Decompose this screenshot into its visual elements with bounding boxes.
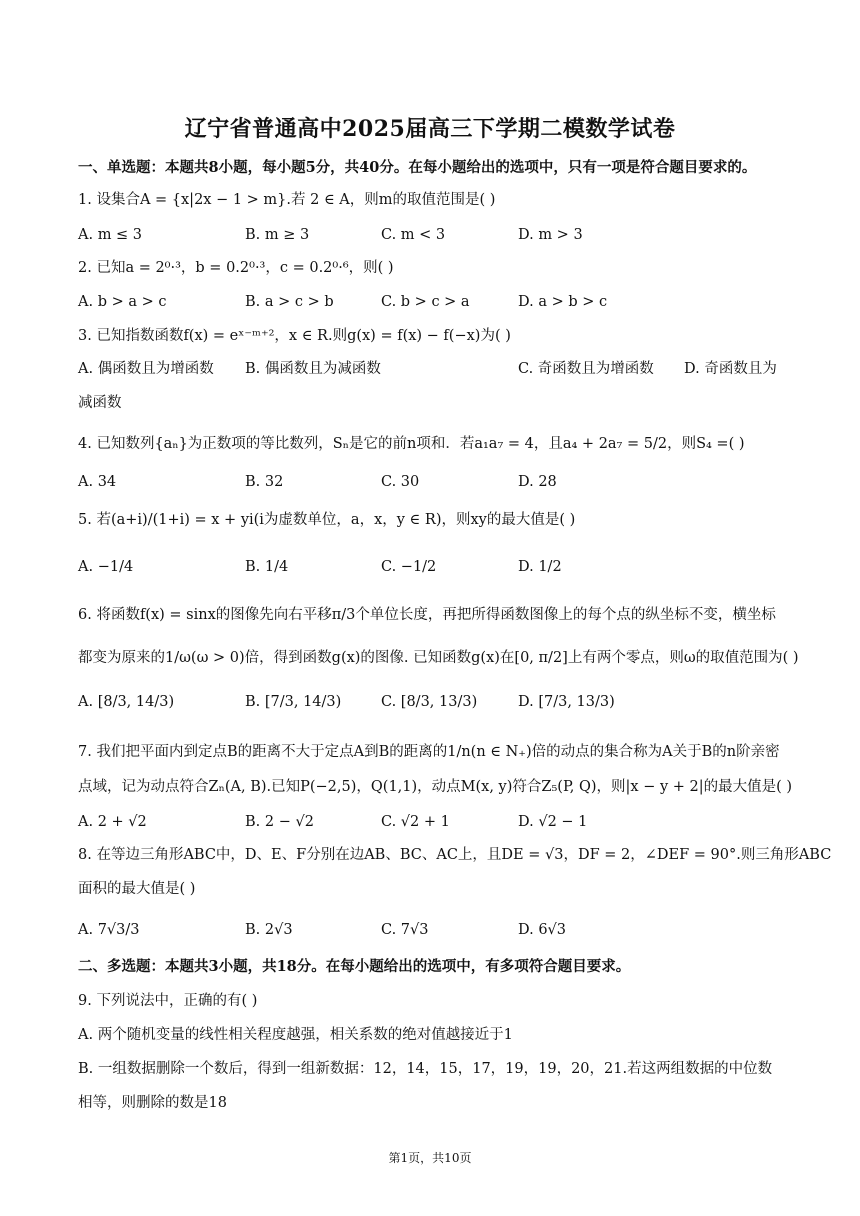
question-3-stem: 3. 已知指数函数f(x) = eˣ⁻ᵐ⁺²，x ∈ R.则g(x) = f(x) − f(−x)为( ) [78,328,511,344]
option-d[interactable]: D. 28 [518,474,557,490]
question-6-stem-continued: 都变为原来的1/ω(ω > 0)倍，得到函数g(x)的图像. 已知函数g(x)在[0, π/2]上有两个零点，则ω的取值范围为( ) [78,650,799,666]
question-9-option-b-continued: 相等，则删除的数是18 [78,1095,227,1111]
option-c[interactable]: C. √2 + 1 [381,814,450,830]
question-6-options [78,692,783,716]
option-b[interactable]: B. 偶函数且为减函数 [245,361,381,377]
question-6-stem: 6. 将函数f(x) = sinx的图像先向右平移π/3个单位长度，再把所得函数图像上的每个点的纵坐标不变，横坐标 [78,607,776,623]
page-title: 辽宁省普通高中2025届高三下学期二模数学试卷 [184,116,676,142]
option-b[interactable]: B. 2 − √2 [245,814,314,830]
option-d[interactable]: D. √2 − 1 [518,814,588,830]
question-8-options [78,920,783,944]
option-d[interactable]: D. 6√3 [518,922,567,938]
option-c[interactable]: C. b > c > a [381,294,470,310]
option-b[interactable]: B. [7/3, 14/3) [245,694,342,710]
option-a[interactable]: A. 偶函数且为增函数 [78,361,214,377]
option-c[interactable]: C. 奇函数且为增函数 [518,361,654,377]
option-b[interactable]: B. 32 [245,474,284,490]
option-c[interactable]: C. 30 [381,474,420,490]
option-b[interactable]: B. 1/4 [245,559,289,575]
question-2-stem: 2. 已知a = 2⁰·³，b = 0.2⁰·³，c = 0.2⁰·⁶，则( ) [78,260,394,276]
option-d[interactable]: D. 1/2 [518,559,562,575]
question-7-stem-continued: 点域，记为动点符合Zₙ(A, B).已知P(−2,5)，Q(1,1)，动点M(x, y)符合Z₅(P, Q)，则|x − y + 2|的最大值是( ) [78,779,793,795]
question-5-stem: 5. 若(a+i)/(1+i) = x + yi(i为虚数单位，a，x，y ∈ R)，则xy的最大值是( ) [78,512,576,528]
option-c[interactable]: C. 7√3 [381,922,429,938]
question-5-options [78,557,783,581]
section-heading-single-choice: 一、单选题：本题共8小题，每小题5分，共40分。在每小题给出的选项中，只有一项是符合题目要求的。 [78,159,757,176]
option-d[interactable]: D. a > b > c [518,294,608,310]
question-9-stem: 9. 下列说法中，正确的有( ) [78,993,258,1009]
question-9-option-b[interactable]: B. 一组数据删除一个数后，得到一组新数据：12，14，15，17，19，19，20，21.若这两组数据的中位数 [78,1061,773,1077]
question-3-options [78,359,783,383]
option-b[interactable]: B. a > c > b [245,294,334,310]
question-4-options [78,472,783,496]
question-7-options [78,812,783,836]
option-a[interactable]: A. b > a > c [78,294,167,310]
question-1-stem: 1. 设集合A = {x|2x − 1 > m}.若 2 ∈ A，则m的取值范围是( ) [78,192,496,208]
question-3-option-d-wrap: 减函数 [78,395,122,411]
option-a[interactable]: A. 34 [78,474,117,490]
option-a[interactable]: A. [8/3, 14/3) [78,694,175,710]
question-8-stem-continued: 面积的最大值是( ) [78,881,196,897]
option-b[interactable]: B. m ≥ 3 [245,227,310,243]
question-8-stem: 8. 在等边三角形ABC中，D、E、F分别在边AB、BC、AC上，且DE = √3，DF = 2，∠DEF = 90°.则三角形ABC [78,847,832,863]
question-9-option-a[interactable]: A. 两个随机变量的线性相关程度越强，相关系数的绝对值越接近于1 [78,1027,513,1043]
option-d[interactable]: D. m > 3 [518,227,583,243]
question-2-options [78,292,783,316]
option-a[interactable]: A. m ≤ 3 [78,227,143,243]
section-heading-multiple-choice: 二、多选题：本题共3小题，共18分。在每小题给出的选项中，有多项符合题目要求。 [78,958,631,975]
option-c[interactable]: C. m < 3 [381,227,446,243]
option-c[interactable]: C. −1/2 [381,559,437,575]
option-d[interactable]: D. 奇函数且为 [684,361,777,377]
option-a[interactable]: A. −1/4 [78,559,134,575]
option-b[interactable]: B. 2√3 [245,922,293,938]
question-7-stem: 7. 我们把平面内到定点B的距离不大于定点A到B的距离的1/n(n ∈ N₊)倍的动点的集合称为A关于B的n阶亲密 [78,744,780,760]
option-c[interactable]: C. [8/3, 13/3) [381,694,478,710]
question-4-stem: 4. 已知数列{aₙ}为正数项的等比数列，Sₙ是它的前n项和．若a₁a₇ = 4，且a₄ + 2a₇ = 5/2，则S₄ =( ) [78,436,745,452]
page-footer: 第1页，共10页 [388,1151,472,1165]
option-d[interactable]: D. [7/3, 13/3) [518,694,615,710]
question-1-options [78,225,783,249]
option-a[interactable]: A. 2 + √2 [78,814,147,830]
option-a[interactable]: A. 7√3/3 [78,922,140,938]
